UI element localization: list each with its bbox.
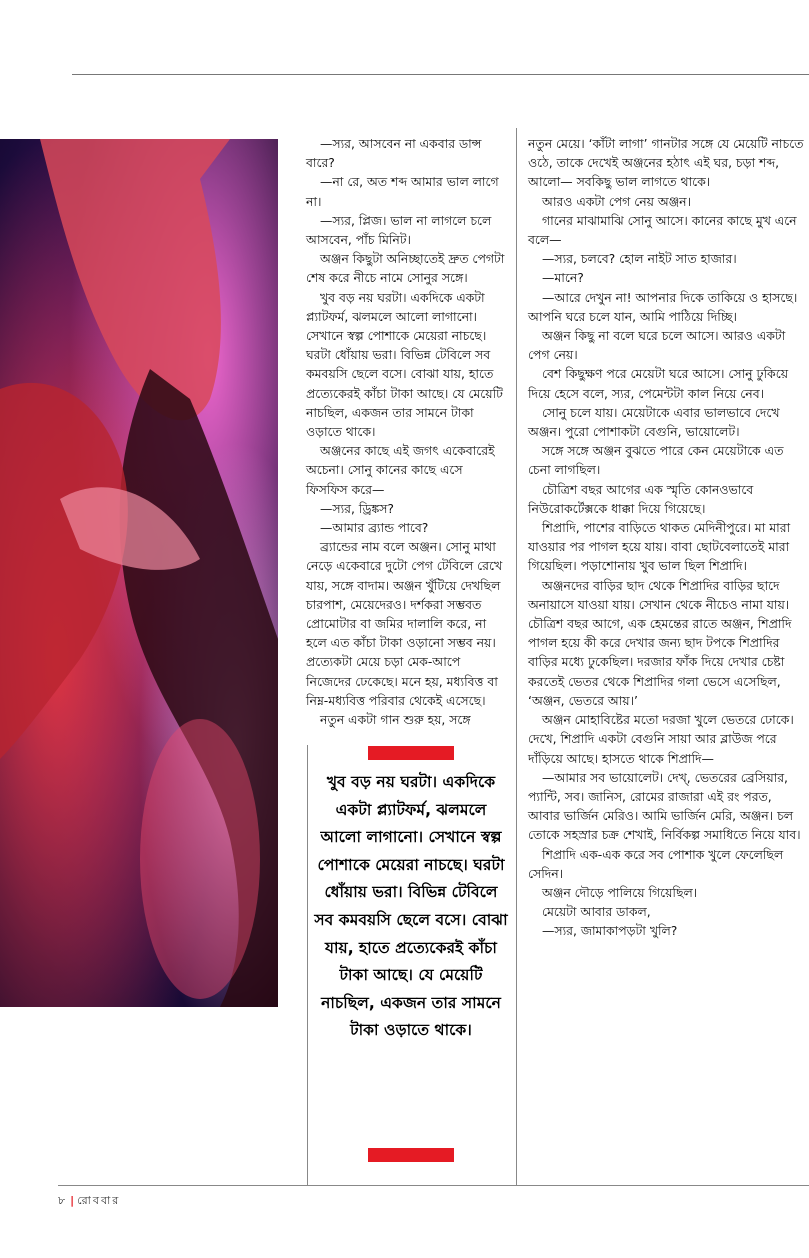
paragraph: অঞ্জনের কাছে এই জগৎ একেবারেই অচেনা। সোনু কানের কাছে এসে ফিসফিস করে— <box>306 443 495 497</box>
paragraph: শিপ্রাদি এক-এক করে সব পোশাক খুলে ফেলেছিল সেদিন। <box>528 846 784 881</box>
paragraph: অঞ্জন কিছু না বলে ঘরে চলে আসে। আরও একটা পেগ নেয়। <box>528 328 786 363</box>
pull-quote <box>311 745 511 1165</box>
paragraph: সোনু চলে যায়। মেয়েটাকে এবার ভালভাবে দেখে অঞ্জন। পুরো পোশাকটা বেগুনি, ভায়োলেট। <box>528 404 780 440</box>
paragraph: বেশ কিছুক্ষণ পরে মেয়েটা ঘরে আসে। সোনু ঢুকিয়ে দিয়ে হেসে বলে, স্যর, পেমেন্টটা কাল নিয়ে নেব। <box>528 366 789 401</box>
article-column-2 <box>528 134 806 941</box>
paragraph: —আমার ব্র্যান্ড পাবে? <box>320 520 429 536</box>
paragraph: সঙ্গে সঙ্গে অঞ্জন বুঝতে পারে কেন মেয়েটাকে এত চেনা লাগছিল। <box>528 443 784 478</box>
paragraph: নতুন একটা গান শুরু হয়, সঙ্গে <box>320 712 471 728</box>
pull-quote-bar-bottom <box>368 1148 454 1162</box>
paragraph: শিপ্রাদি, পাশের বাড়িতে থাকত মেদিনীপুরে। মা মারা যাওয়ার পর পাগল হয়ে যায়। বাবা ছোটবেলাতেই মারা গিয়েছিল। পড়াশোনায় খুব ভাল ছিল শিপ্রাদি। <box>528 520 791 574</box>
paragraph: অঞ্জনদের বাড়ির ছাদ থেকে শিপ্রাদির বাড়ির ছাদে অনায়াসে যাওয়া যায়। সেখান থেকে নীচেও নামা যায়। চৌত্রিশ বছর আগে, এক হেমন্তের রাতে অঞ্জন, শিপ্রাদি পাগল হয়ে কী করে দেখার জন্য ছাদ টপকে শিপ্রাদির বাড়ির মধ্যে ঢুকেছিল। দরজার ফাঁক দিয়ে দেখার চেষ্টা করতেই ভেতর থেকে শিপ্রাদির গলা ভেসে এসেছিল, ‘অঞ্জন, ভেতরে আয়।’ <box>528 577 792 708</box>
dancer-illustration <box>0 139 278 1007</box>
paragraph: খুব বড় নয় ঘরটা। একদিকে একটা প্ল্যাটফর্ম, ঝলমলে আলো লাগানো। সেখানে স্বল্প পোশাকে মেয়েরা নাচছে। ঘরটা ধোঁয়ায় ভরা। বিভিন্ন টেবিলে সব কমবয়সি ছেলে বসে। বোঝা যায়, হাতে প্রত্যেকেরই কাঁচা টাকা আছে। যে মেয়েটি নাচছিল, একজন তার সামনে টাকা ওড়াতে থাকে। <box>306 289 503 440</box>
paragraph: —স্যর, চলবে? হোল নাইট সাত হাজার। <box>542 251 737 267</box>
paragraph: অঞ্জন দৌড়ে পালিয়ে গিয়েছিল। <box>542 884 698 900</box>
paragraph: —মানে? <box>542 270 584 286</box>
paragraph: —স্যর, ড্রিঙ্কস? <box>320 500 395 516</box>
column-divider <box>516 128 517 1186</box>
paragraph: ব্র্যান্ডের নাম বলে অঞ্জন। সোনু মাথা নেড়ে একেবারে দুটো পেগ টেবিলে রেখে যায়, সঙ্গে বাদাম। অঞ্জন খুঁটিয়ে দেখছিল চারপাশ, মেয়েদেরও। দর্শকরা সম্ভবত প্রোমোটার বা জমির দালালি করে, না হলে এত কাঁচা টাকা ওড়ানো সম্ভব নয়। প্রত্যেকটা মেয়ে চড়া মেক-আপে নিজেদের ঢেকেছে। মনে হয়, মধ্যবিত্ত বা নিম্ন-মধ্যবিত্ত পরিবার থেকেই এসেছে। <box>306 539 503 708</box>
magazine-name: রোববার <box>77 1194 121 1207</box>
paragraph: গানের মাঝামাঝি সোনু আসে। কানের কাছে মুখ এনে বলে— <box>528 212 797 248</box>
pull-quote-bar-top <box>368 746 454 760</box>
paragraph: —না রে, অত শব্দ আমার ভাল লাগে না। <box>306 174 499 209</box>
page-number: ৮ <box>58 1194 68 1207</box>
paragraph: আরও একটা পেগ নেয় অঞ্জন। <box>542 193 692 209</box>
footer-separator: | <box>70 1194 75 1207</box>
article-column-1 <box>306 134 506 729</box>
paragraph: চৌত্রিশ বছর আগের এক স্মৃতি কোনওভাবে নিউরোকর্টেক্সকে ধাক্কা দিয়ে গিয়েছে। <box>528 481 754 516</box>
paragraph: —আরে দেখুন না! আপনার দিকে তাকিয়ে ও হাসছে। আপনি ঘরে চলে যান, আমি পাঠিয়ে দিচ্ছি। <box>528 289 798 324</box>
top-rule <box>72 74 809 75</box>
paragraph: —স্যর, আসবেন না একবার ডান্স বারে? <box>306 136 482 171</box>
dancer-photo <box>0 139 278 1007</box>
pull-quote-text: খুব বড় নয় ঘরটা। একদিকে একটা প্ল্যাটফর্ম, ঝলমলে আলো লাগানো। সেখানে স্বল্প পোশাকে মেয়েরা নাচছে। ঘরটা ধোঁয়ায় ভরা। বিভিন্ন টেবিলে সব কমবয়সি ছেলে বসে। বোঝা যায়, হাতে প্রত্যেকেরই কাঁচা টাকা আছে। যে মেয়েটি নাচছিল, একজন তার সামনে টাকা ওড়াতে থাকে। <box>314 773 508 1040</box>
column-divider <box>307 745 308 1185</box>
paragraph: —স্যর, প্লিজ। ভাল না লাগলে চলে আসবেন, পাঁচ মিনিট। <box>306 212 492 248</box>
paragraph: মেয়েটা আবার ডাকল, <box>542 904 651 920</box>
bottom-rule <box>58 1185 809 1186</box>
paragraph: —আমার সব ভায়োলেট। দেখ্, ভেতরের ব্রেসিয়ার, প্যান্টি, সব। জানিস, রোমের রাজারা এই রং পরত, আবার ভার্জিন মেরিও। আমি ভার্জিন মেরি, অঞ্জন। চল তোকে সহস্রার চক্র শেখাই, নির্বিকল্প সমাধিতে নিয়ে যাব। <box>528 769 801 843</box>
paragraph: নতুন মেয়ে। ‘কাঁটা লাগা’ গানটার সঙ্গে যে মেয়েটি নাচতে ওঠে, তাকে দেখেই অঞ্জনের হঠাৎ এই ঘর, চড়া শব্দ, আলো— সবকিছু ভাল লাগতে থাকে। <box>528 136 804 190</box>
page-footer <box>58 1192 120 1211</box>
paragraph: অঞ্জন মোহাবিষ্টের মতো দরজা খুলে ভেতরে ঢোকে। দেখে, শিপ্রাদি একটা বেগুনি সায়া আর ব্লাউজ পরে দাঁড়িয়ে আছে। হাসতে থাকে শিপ্রাদি— <box>528 712 794 766</box>
paragraph: অঞ্জন কিছুটা অনিচ্ছাতেই দ্রুত পেগটা শেষ করে নীচে নামে সোনুর সঙ্গে। <box>306 251 505 286</box>
paragraph: —স্যর, জামাকাপড়টা খুলি? <box>542 923 678 939</box>
